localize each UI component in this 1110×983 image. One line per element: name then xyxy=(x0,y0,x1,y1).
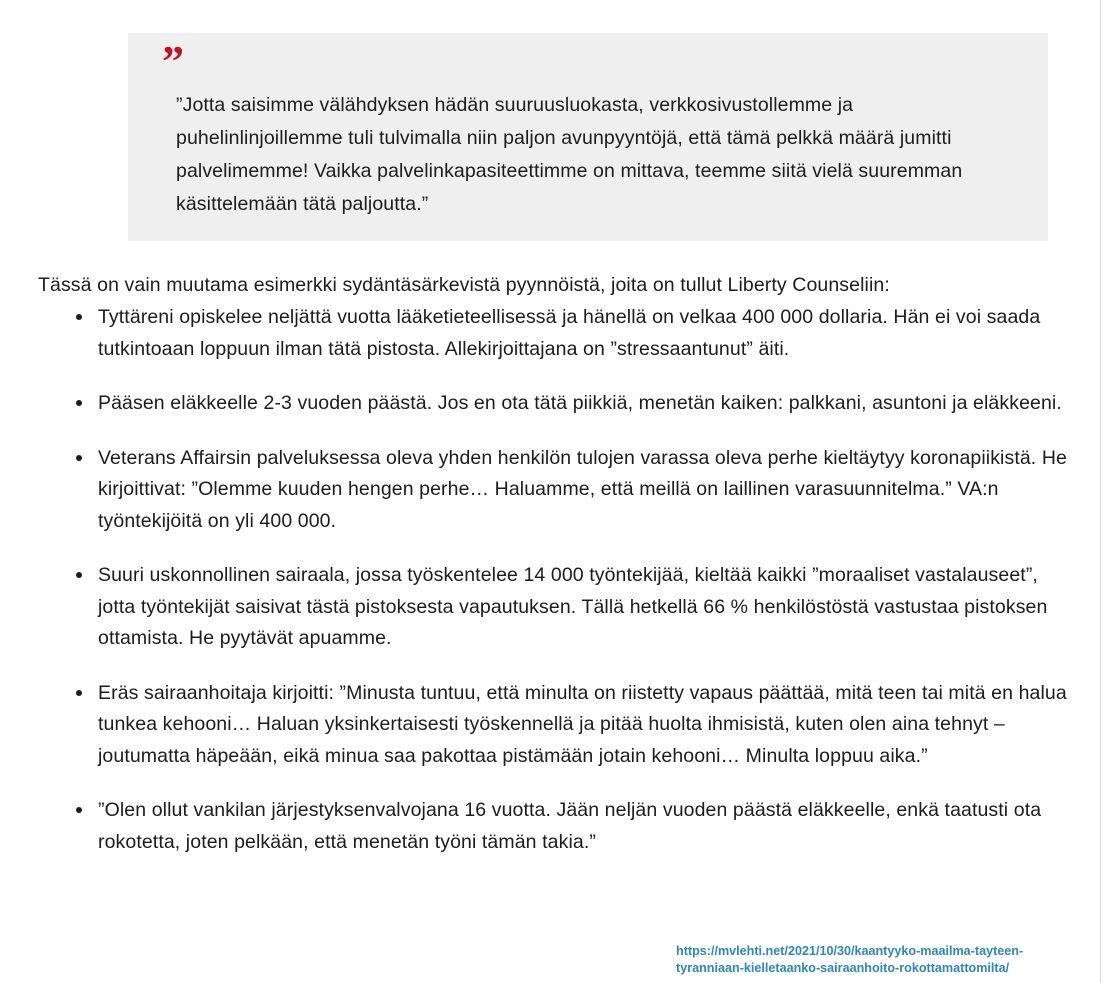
bullet-dot-icon xyxy=(76,807,82,813)
list-item-text: Suuri uskonnollinen sairaala, jossa työskentelee 14 000 työntekijää, kieltää kaikki ”moraaliset vastalauseet”, jotta työntekijät saisivat tästä pistoksesta vapautuksen. Tällä hetkellä 66 % henkilöstöstä vastustaa pistoksen ottamista. He pyytävät apuamme. xyxy=(98,564,1048,649)
list-item xyxy=(98,795,1073,858)
list-item xyxy=(98,678,1073,773)
list-item xyxy=(98,302,1073,365)
bullet-dot-icon xyxy=(76,690,82,696)
pull-quote-text: ”Jotta saisimme välähdyksen hädän suuruusluokasta, verkkosivustollemme ja puhelinlinjoillemme tuli tulvimalla niin paljon avunpyyntöjä, että tämä pelkkä määrä jumitti palvelimemme! Vaikka palvelinkapasiteettimme on mittava, teemme siitä vielä suuremman käsittelemään tätä paljoutta.” xyxy=(176,94,963,215)
list-item-text: Veterans Affairsin palveluksessa oleva yhden henkilön tulojen varassa oleva perhe kieltäytyy koronapiikistä. He kirjoittivat: ”Olemme kuuden hengen perhe… Haluamme, että meillä on laillinen varasuunnitelma.” VA:n työntekijöitä on yli 400 000. xyxy=(98,446,1067,532)
list-item xyxy=(98,560,1073,655)
list-item-text: ”Olen ollut vankilan järjestyksenvalvojana 16 vuotta. Jään neljän vuoden päästä eläkkeelle, enkä taatusti ota rokotetta, joten pelkään, että menetän työni tämän takia.” xyxy=(98,799,1042,853)
intro-paragraph: Tässä on vain muutama esimerkki sydäntäsärkevistä pyynnöistä, joita on tullut Liberty Counseliin: xyxy=(38,273,890,296)
examples-list xyxy=(62,302,1073,858)
pull-quote-block xyxy=(128,33,1048,241)
list-item xyxy=(98,388,1073,420)
list-item-text: Eräs sairaanhoitaja kirjoitti: ”Minusta tuntuu, että minulta on riistetty vapaus päättää, mitä teen tai mitä en halua tunkea kehooni… Haluan yksinkertaisesti työskennellä ja pitää huolta ihmisistä, kuten olen aina tehnyt – joutumatta häpeään, eikä minua saa pakottaa pistämään jotain kehooni… Minulta loppuu aika.” xyxy=(98,681,1067,767)
list-item xyxy=(98,443,1073,538)
list-item-text: Pääsen eläkkeelle 2-3 vuoden päästä. Jos en ota tätä piikkiä, menetän kaiken: palkkani, asuntoni ja eläkkeeni. xyxy=(98,392,1062,414)
page-right-border xyxy=(1100,0,1101,983)
quote-mark-icon: ” xyxy=(162,37,182,86)
bullet-dot-icon xyxy=(76,314,82,320)
bullet-dot-icon xyxy=(76,400,82,406)
bullet-dot-icon xyxy=(76,455,82,461)
list-item-text: Tyttäreni opiskelee neljättä vuotta lääketieteellisessä ja hänellä on velkaa 400 000 dollaria. Hän ei voi saada tutkintoaan loppuun ilman tätä pistosta. Allekirjoittajana on ”stressaantunut” äiti. xyxy=(98,306,1041,360)
source-url-link[interactable]: https://mvlehti.net/2021/10/30/kaantyyko-maailma-tayteen-tyranniaan-kielletaanko-sairaanhoito-rokottamattomilta/ xyxy=(676,944,1024,975)
bullet-dot-icon xyxy=(76,572,82,578)
